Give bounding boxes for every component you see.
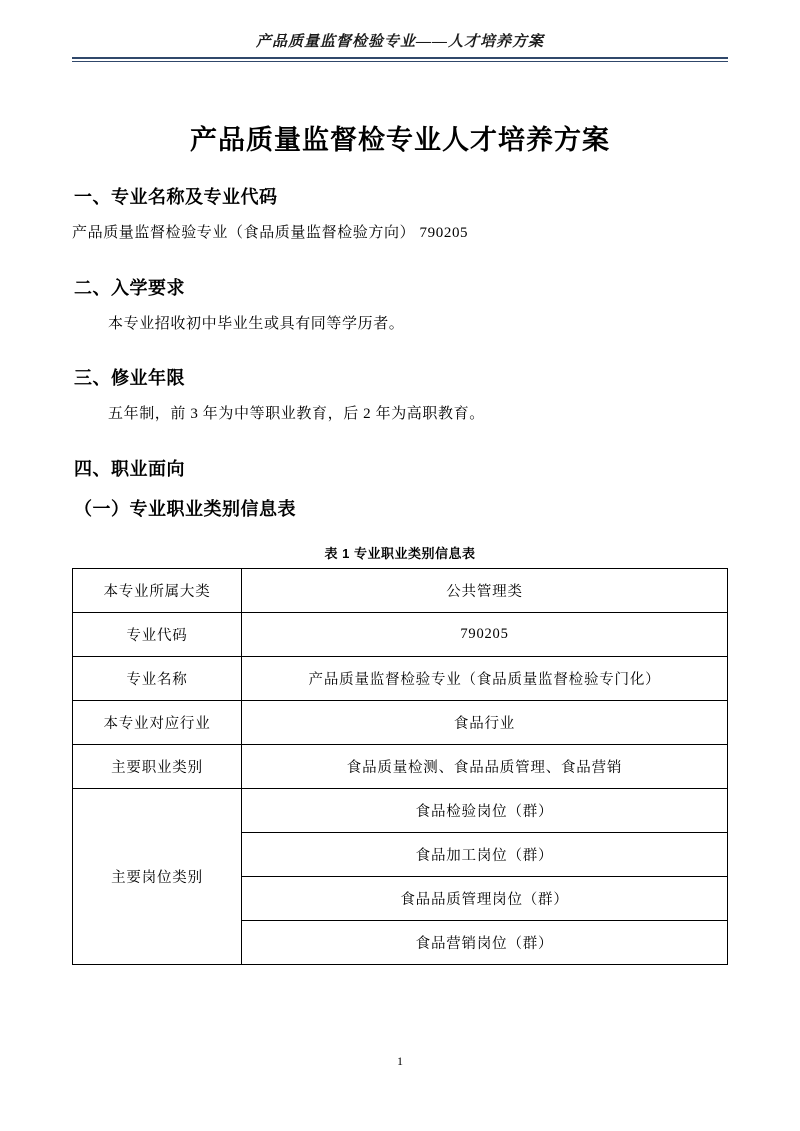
table-row	[73, 568, 728, 612]
page-header	[72, 30, 728, 66]
table-cell-value: 食品加工岗位（群）	[242, 832, 728, 876]
section-heading-1: 一、专业名称及专业代码	[74, 187, 278, 207]
occupation-category-table	[72, 568, 728, 965]
section-heading-3: 三、修业年限	[74, 368, 185, 388]
page-title: 产品质量监督检专业人才培养方案	[190, 125, 610, 155]
table-cell-label: 专业代码	[73, 612, 242, 656]
table-cell-value: 食品检验岗位（群）	[242, 788, 728, 832]
table-row	[73, 700, 728, 744]
header-divider	[72, 57, 728, 62]
table-cell-value: 790205	[242, 612, 728, 656]
section-text-1: 产品质量监督检验专业（食品质量监督检验方向） 790205	[72, 225, 469, 241]
table-row	[73, 612, 728, 656]
table-cell-label: 专业名称	[73, 656, 242, 700]
table-cell-label: 本专业对应行业	[73, 700, 242, 744]
table-cell-value: 公共管理类	[242, 568, 728, 612]
table-cell-label: 主要职业类别	[73, 744, 242, 788]
section-text-3: 五年制，前 3 年为中等职业教育，后 2 年为高职教育。	[108, 406, 485, 422]
section-subheading-4-1: （一）专业职业类别信息表	[74, 498, 296, 519]
table-row	[73, 788, 728, 832]
table-caption: 表 1 专业职业类别信息表	[324, 545, 476, 561]
section-heading-2: 二、入学要求	[74, 277, 185, 298]
section-major-name	[72, 183, 728, 248]
running-title: 产品质量监督检验专业——人才培养方案	[255, 34, 544, 50]
section-heading-4: 四、职业面向	[74, 458, 185, 479]
table-cell-value: 产品质量监督检验专业（食品质量监督检验专门化）	[242, 656, 728, 700]
table-row	[73, 744, 728, 788]
table-row	[73, 656, 728, 700]
section-career-orientation	[72, 455, 728, 521]
table-cell-value: 食品质量检测、食品品质管理、食品营销	[242, 744, 728, 788]
page-number: 1	[397, 1054, 403, 1068]
table-cell-label-post-category: 主要岗位类别	[73, 788, 242, 964]
section-text-2: 本专业招收初中毕业生或具有同等学历者。	[108, 315, 405, 332]
section-duration	[72, 364, 728, 429]
table-cell-value: 食品行业	[242, 700, 728, 744]
table-cell-label: 本专业所属大类	[73, 568, 242, 612]
section-entry-requirement	[72, 274, 728, 339]
table-cell-value: 食品营销岗位（群）	[242, 920, 728, 964]
table-cell-value: 食品品质管理岗位（群）	[242, 876, 728, 920]
